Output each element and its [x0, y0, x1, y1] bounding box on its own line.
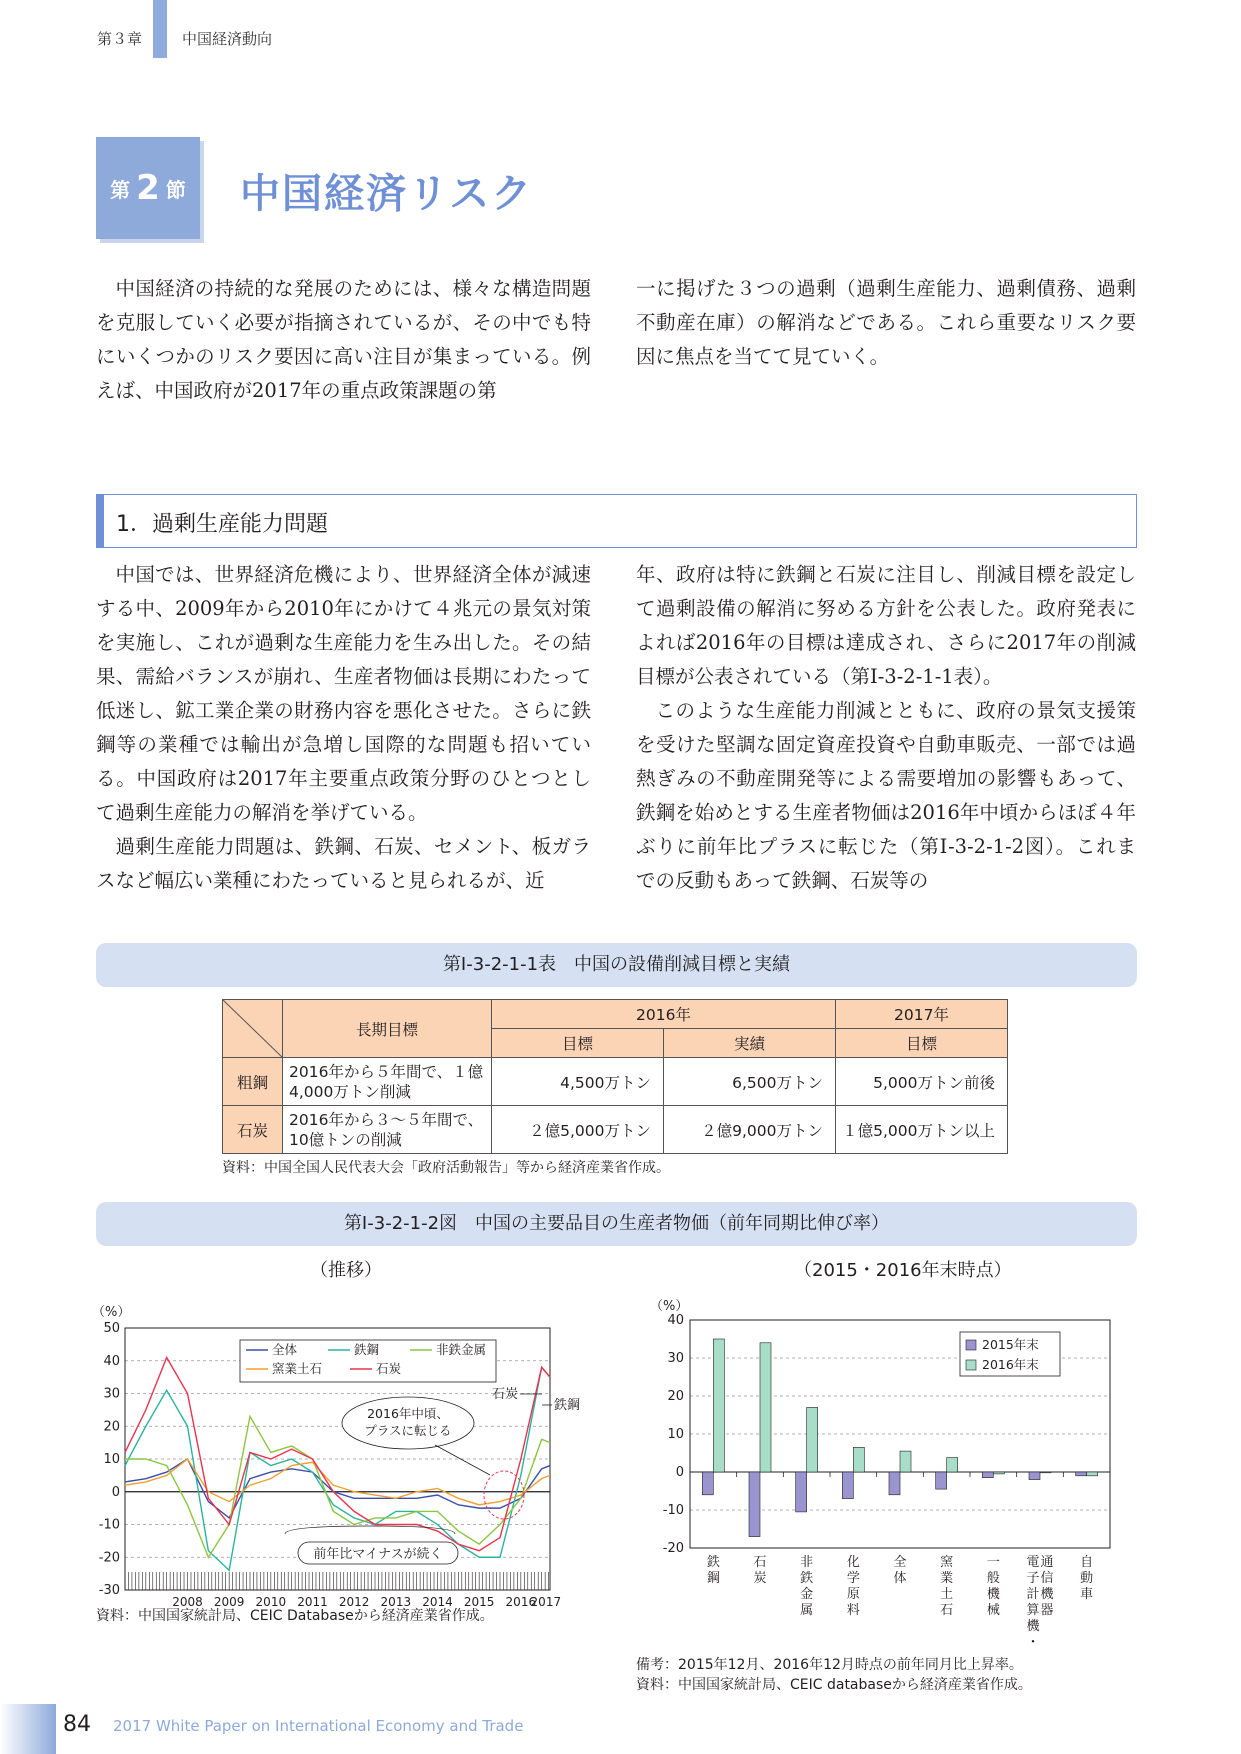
y-tick-label: 20: [103, 1419, 120, 1435]
category-char: 動: [1080, 1571, 1094, 1586]
bar-2016年末: [1087, 1472, 1098, 1476]
y-axis-unit: （%）: [92, 1305, 131, 1320]
legend-swatch: [966, 1360, 976, 1370]
legend-swatch: [966, 1340, 976, 1350]
row-t2017: １億5,000万トン以上: [836, 1106, 1008, 1154]
bar-2015年末: [1029, 1472, 1040, 1480]
section-number: 2: [136, 168, 160, 208]
bar-2016年末: [807, 1407, 818, 1472]
category-char: 土: [940, 1587, 954, 1602]
left-subcaption: （推移）: [310, 1260, 382, 1281]
callout-pointer: [435, 1445, 490, 1475]
minus-brace: [285, 1526, 455, 1534]
category-char: 非: [800, 1555, 814, 1570]
section-label-pre: 第: [110, 177, 131, 202]
legend-label: 窯業土石: [272, 1361, 323, 1376]
row-long: 2016年から５年間で、１億4,000万トン削減: [283, 1058, 492, 1106]
th-long-term: 長期目標: [283, 1000, 492, 1058]
category-char: 業: [940, 1571, 954, 1586]
category-char: 体: [893, 1571, 907, 1586]
row-name: 粗鋼: [223, 1058, 283, 1106]
footer-gradient: [0, 1704, 56, 1754]
intro-right: [636, 272, 1136, 374]
th-2016: 2016年: [492, 1000, 836, 1029]
category-char: 石: [940, 1603, 954, 1618]
y-tick-label: -10: [662, 1503, 684, 1518]
x-tick-label: 2015: [463, 1595, 495, 1609]
category-char: 学: [846, 1571, 860, 1586]
section-title: 中国経済リスク: [240, 170, 534, 217]
y-tick-label: 30: [667, 1351, 684, 1366]
y-tick-label: 20: [667, 1389, 684, 1404]
y-tick-label: -20: [98, 1550, 120, 1566]
th-2017: 2017年: [836, 1000, 1008, 1029]
right-subcaption: （2015・2016年末時点）: [794, 1260, 1012, 1281]
table-corner: [223, 1000, 283, 1058]
row-t2017: 5,000万トン前後: [836, 1058, 1008, 1106]
category-char: ・: [1026, 1635, 1040, 1650]
row-name: 石炭: [223, 1106, 283, 1154]
table-source: 資料：中国全国人民代表大会「政府活動報告」等から経済産業省作成。: [222, 1160, 670, 1176]
footer-title: 2017 White Paper on International Economy and Trade: [113, 1717, 524, 1735]
section-label-post: 節: [165, 177, 186, 202]
table-row: [223, 1058, 1008, 1106]
category-char: 炭: [753, 1571, 767, 1586]
x-tick-label: 2016: [505, 1595, 537, 1609]
bar-2016年末: [900, 1451, 911, 1472]
x-tick-label: 2010: [255, 1595, 287, 1609]
callout-line1: 2016年中頃、: [367, 1406, 449, 1421]
bar-2016年末: [713, 1339, 724, 1472]
y-tick-label: 40: [103, 1353, 120, 1369]
y-tick-label: -10: [98, 1517, 120, 1533]
y-tick-label: 40: [667, 1313, 684, 1328]
bar-2016年末: [760, 1343, 771, 1472]
intro-left-text: 中国経済の持続的な発展のためには、様々な構造問題を克服していく必要が指摘されているが、その中でも特にいくつかのリスク要因に高い注目が集まっている。例えば、中国政府が2017年の重点政策課題の第: [96, 277, 591, 402]
category-char: 機: [986, 1587, 1000, 1602]
category-char: 化: [846, 1555, 860, 1570]
series-line-窯業土石: [125, 1459, 550, 1505]
legend-label: 石炭: [376, 1361, 402, 1376]
callout-line2: プラスに転じる: [364, 1423, 452, 1438]
table-row: [223, 1106, 1008, 1154]
y-tick-label: -20: [662, 1541, 684, 1556]
y-tick-label: 10: [667, 1427, 684, 1442]
y-tick-label: 10: [103, 1452, 120, 1467]
y-tick-label: 0: [111, 1484, 120, 1500]
bar-2015年末: [982, 1472, 993, 1478]
category-char: 原: [846, 1587, 860, 1602]
category-char: 属: [800, 1603, 814, 1618]
th-2017-target: 目標: [836, 1029, 1008, 1058]
intro-right-text: 一に掲げた３つの過剰（過剰生産能力、過剰債務、過剰不動産在庫）の解消などである。これら重要なリスク要因に焦点を当てて見ていく。: [636, 277, 1136, 368]
th-2016-target: 目標: [492, 1029, 664, 1058]
bar-2016年末: [947, 1458, 958, 1472]
bar-2015年末: [889, 1472, 900, 1495]
x-tick-label: 2017: [530, 1595, 562, 1609]
legend-label: 鉄鋼: [354, 1342, 380, 1357]
category-char: 信: [1040, 1571, 1054, 1586]
figure-caption: 第Ⅰ-3-2-1-2図 中国の主要品目の生産者物価（前年同期比伸び率）: [96, 1202, 1137, 1246]
row-a2016: 6,500万トン: [664, 1058, 836, 1106]
y-tick-label: 30: [103, 1386, 120, 1402]
th-2016-actual: 実績: [664, 1029, 836, 1058]
category-char: 器: [1040, 1603, 1054, 1618]
annotation-coal: 石炭: [491, 1387, 518, 1402]
intro-left: [96, 272, 591, 408]
bar-2015年末: [842, 1472, 853, 1499]
x-tick-label: 2009: [213, 1595, 245, 1609]
reduction-table: [222, 999, 1008, 1154]
category-char: 通: [1040, 1555, 1054, 1570]
bar-2015年末: [749, 1472, 760, 1537]
category-char: 械: [986, 1603, 1000, 1618]
header-chapter-title: 中国経済動向: [182, 30, 273, 48]
bar-chart: [650, 1290, 1120, 1650]
bar-2016年末: [1040, 1472, 1051, 1473]
category-char: 一: [986, 1555, 1000, 1570]
category-char: 車: [1080, 1587, 1094, 1602]
category-char: 電: [1026, 1555, 1040, 1570]
category-char: 全: [893, 1555, 907, 1570]
category-char: 般: [986, 1571, 1000, 1586]
row-long: 2016年から３～５年間で、10億トンの削減: [283, 1106, 492, 1154]
legend-label: 全体: [272, 1342, 298, 1357]
body-right-p1: 年、政府は特に鉄鋼と石炭に注目し、削減目標を設定して過剰設備の解消に努める方針を公表した。政府発表によれば2016年の目標は達成され、さらに2017年の削減目標が公表されている（第Ⅰ-3-2-1-1表）。: [636, 563, 1136, 688]
body-left-p2: 過剰生産能力問題は、鉄鋼、石炭、セメント、板ガラスなど幅広い業種にわたっていると見られるが、近: [96, 835, 591, 892]
category-char: 料: [846, 1603, 860, 1618]
x-tick-label: 2012: [338, 1595, 370, 1609]
category-char: 計: [1026, 1587, 1040, 1602]
category-char: 鉄: [706, 1555, 720, 1570]
body-right: [636, 558, 1136, 898]
row-t2016: ２億5,000万トン: [492, 1106, 664, 1154]
bar-2015年末: [796, 1472, 807, 1512]
body-right-p2: このような生産能力削減とともに、政府の景気支援策を受けた堅調な固定資産投資や自動車販売、一部では過熱ぎみの不動産開発等による需要増加の影響もあって、鉄鋼を始めとする生産者物価は2016年中頃からほぼ４年ぶりに前年比プラスに転じた（第Ⅰ-3-2-1-2図）。これまでの反動もあって鉄鋼、石炭等の: [636, 699, 1136, 892]
row-a2016: ２億9,000万トン: [664, 1106, 836, 1154]
x-tick-label: 2014: [422, 1595, 453, 1609]
category-char: 機: [1040, 1587, 1054, 1602]
heading-box: [96, 494, 1137, 548]
bar-2015年末: [702, 1472, 713, 1495]
line-chart: [90, 1290, 581, 1610]
category-char: 機: [1026, 1619, 1040, 1634]
legend-label: 2016年末: [982, 1357, 1039, 1372]
heading-title: 1．過剰生産能力問題: [116, 512, 328, 537]
header-bar: [153, 0, 167, 58]
category-char: 算: [1026, 1603, 1040, 1618]
legend-label: 非鉄金属: [436, 1342, 487, 1357]
left-chart-source: 資料：中国国家統計局、CEIC Databaseから経済産業省作成。: [96, 1608, 494, 1624]
body-left: [96, 558, 591, 898]
bar-2015年末: [1076, 1472, 1087, 1476]
right-chart-note: 備考：2015年12月、2016年12月時点の前年同月比上昇率。: [636, 1657, 1023, 1673]
minus-label: 前年比マイナスが続く: [313, 1547, 443, 1562]
category-char: 金: [800, 1587, 814, 1602]
category-char: 石: [753, 1555, 767, 1570]
x-tick-label: 2008: [172, 1595, 203, 1609]
category-char: 鋼: [706, 1571, 720, 1586]
row-t2016: 4,500万トン: [492, 1058, 664, 1106]
header-chapter: 第３章: [97, 30, 143, 48]
x-tick-label: 2011: [297, 1595, 328, 1609]
right-chart-source: 資料：中国国家統計局、CEIC databaseから経済産業省作成。: [636, 1677, 1032, 1693]
section-number-box: [96, 137, 200, 239]
table-caption: 第Ⅰ-3-2-1-1表 中国の設備削減目標と実績: [96, 943, 1137, 987]
bar-2016年末: [853, 1447, 864, 1472]
highlight-circle: [484, 1471, 524, 1519]
body-left-p1: 中国では、世界経済危機により、世界経済全体が減速する中、2009年から2010年にかけて４兆元の景気対策を実施し、これが過剰な生産能力を生み出した。その結果、需給バランスが崩れ、生産者物価は長期にわたって低迷し、鉱工業企業の財務内容を悪化させた。さらに鉄鋼等の業種では輸出が急増し国際的な問題も招いている。中国政府は2017年主要重点政策分野のひとつとして過剰生産能力の解消を挙げている。: [96, 563, 591, 824]
annotation-steel: 鉄鋼: [554, 1398, 581, 1413]
x-tick-label: 2013: [380, 1595, 412, 1609]
category-char: 鉄: [800, 1571, 814, 1586]
bar-2016年末: [993, 1472, 1004, 1474]
page-number: 84: [63, 1712, 91, 1737]
y-tick-label: 0: [675, 1465, 684, 1480]
bar-2015年末: [936, 1472, 947, 1489]
y-tick-label: -30: [98, 1583, 120, 1598]
y-axis-unit: （%）: [650, 1299, 689, 1314]
category-char: 子: [1026, 1571, 1040, 1586]
category-char: 自: [1080, 1555, 1094, 1570]
category-char: 窯: [940, 1555, 954, 1570]
series-line-石炭: [125, 1357, 550, 1550]
y-tick-label: 50: [103, 1321, 120, 1336]
legend-label: 2015年末: [982, 1337, 1039, 1352]
